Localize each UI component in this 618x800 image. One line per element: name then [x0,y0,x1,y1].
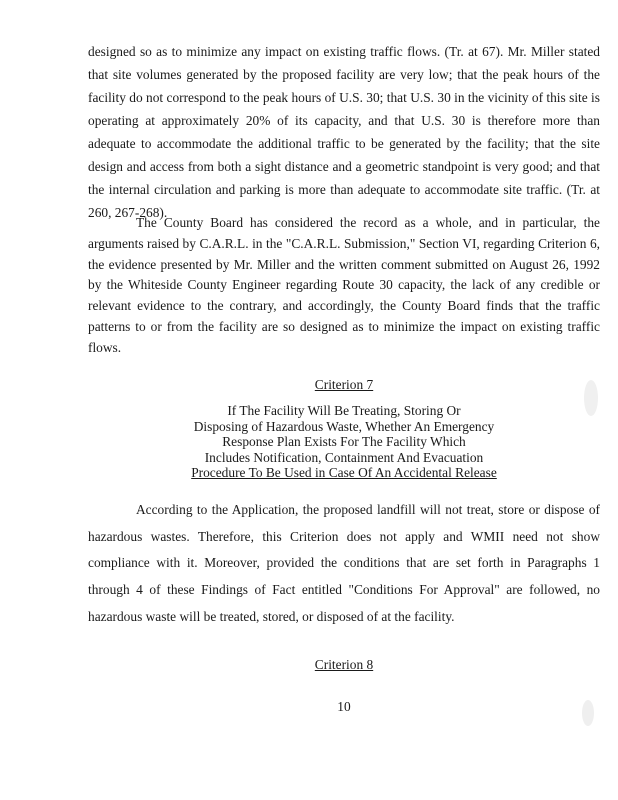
paragraph-text: The County Board has considered the record as a whole, and in particular, the arguments raised by C.A.R.L. in the "C.A.R.L. Submission," Section VI, regarding Criterion 6, the evidence presented by Mr. Miller and the written comment submitted on August 26, 1992 by the Whiteside County Engineer regarding Route 30 capacity, the lack of any credible or relevant evidence to the contrary, and accordingly, the County Board finds that the traffic patterns to or from the facility are so designed as to minimize the impact on existing traffic flows. [88,215,600,355]
subheading-line: Includes Notification, Containment And Evacuation [204,449,484,465]
subheading-line: Procedure To Be Used in Case Of An Accidental Release [191,465,497,480]
page-number: 10 [337,699,351,714]
paragraph-criterion-7 [88,497,600,631]
criterion-7-subheading [88,403,600,481]
paragraph-text: According to the Application, the proposed landfill will not treat, store or dispose of hazardous wastes. Therefore, this Criterion does not apply and WMII need not show compliance with it. Moreover, provided the conditions that are set forth in Paragraphs 1 through 4 of these Findings of Fact entitled "Conditions For Approval" are followed, no hazardous waste will be treated, stored, or disposed of at the facility. [88,502,600,624]
subheading-line: Disposing of Hazardous Waste, Whether An Emergency [193,418,495,434]
criterion-8-heading: Criterion 8 [314,657,374,672]
paragraph-board-finding [88,213,600,359]
subheading-line: If The Facility Will Be Treating, Storing Or [227,403,461,418]
subheading-line: Response Plan Exists For The Facility Which [222,434,466,449]
paragraph-traffic-testimony [88,40,600,224]
paragraph-text: designed so as to minimize any impact on existing traffic flows. (Tr. at 67). Mr. Miller stated that site volumes generated by the proposed facility are very low; that the peak hours of the facility do not correspond to the peak hours of U.S. 30; that U.S. 30 in the vicinity of this site is operating at approximately 20% of its capacity, and that U.S. 30 is therefore more than adequate to accommodate the additional traffic to be generated by the facility; that the site design and access from both a sight distance and a geometric standpoint is very good; and that the internal circulation and parking is more than adequate to accommodate site traffic. (Tr. at 260, 267-268). [88,44,600,220]
criterion-7-heading: Criterion 7 [314,377,374,392]
